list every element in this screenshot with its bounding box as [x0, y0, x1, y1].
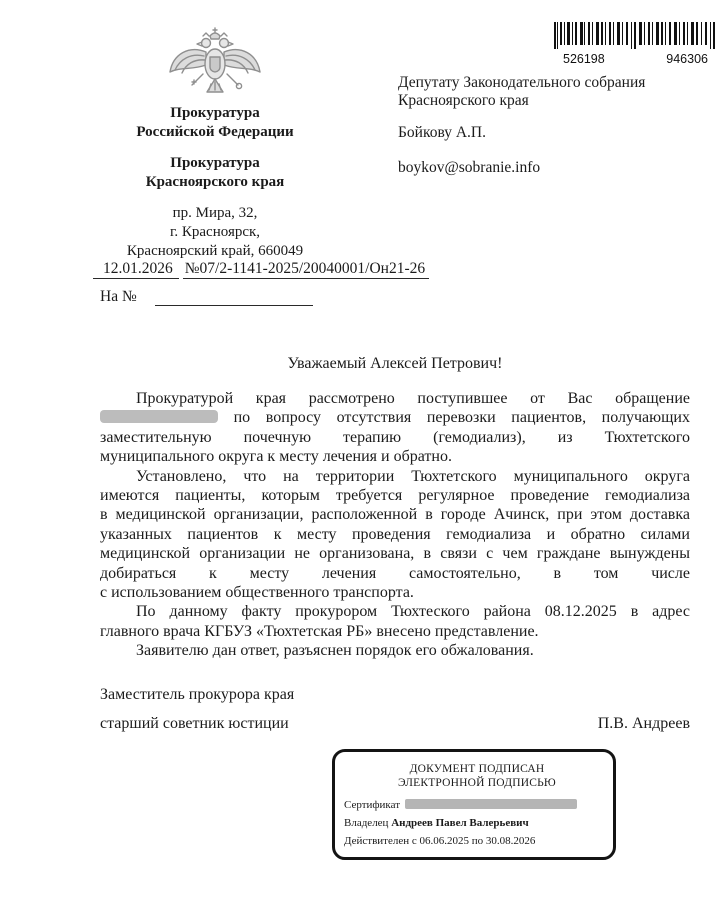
- body-line: заместительную почечную терапию (гемодиализ), из Тюхтетского: [100, 428, 690, 446]
- salutation: Уважаемый Алексей Петрович!: [287, 355, 503, 372]
- certificate-label: Сертификат: [344, 799, 400, 811]
- barcode-digits: [553, 52, 718, 66]
- recipient-title-line1: Депутату Законодательного собрания: [398, 74, 646, 91]
- body-line: по вопросу отсутствия перевозки пациентов, получающих: [100, 408, 690, 427]
- body-line: Заявителю дан ответ, разъяснен порядок его обжалования.: [136, 642, 534, 660]
- stamp-title-line1: ДОКУМЕНТ ПОДПИСАН: [409, 763, 545, 775]
- recipient-title-line2: Красноярского края: [398, 92, 529, 109]
- barcode-bars: [554, 22, 717, 50]
- letter-body: [100, 354, 690, 661]
- reference-line: [93, 260, 453, 278]
- stamp-validity-row: Действителен с 06.06.2025 по 30.08.2026: [344, 835, 536, 847]
- recipient-name: Бойкову А.П.: [398, 124, 486, 141]
- paragraphs: [100, 389, 690, 661]
- body-line: Установлено, что на территории Тюхтетского муниципального округа: [136, 467, 690, 485]
- body-line: медицинской организации не организована, в связи с чем граждане вынуждены: [100, 545, 690, 563]
- body-line: имеются пациенты, которым требуется регулярное проведение гемодиализа: [100, 487, 690, 505]
- body-line: указанных пациентов к месту проведения гемодиализа и обратно силами: [100, 525, 690, 543]
- recipient-email: boykov@sobranie.info: [398, 159, 541, 176]
- owner-name: Андреев Павел Валерьевич: [391, 817, 529, 829]
- org-name-federation-2: Российской Федерации: [136, 124, 294, 140]
- address-line: пр. Мира, 32,: [172, 205, 258, 221]
- org-name-krai-1: Прокуратура: [170, 155, 260, 171]
- certificate-redaction-bar: [405, 799, 577, 809]
- body-line: главного врача КГБУЗ «Тюхтетская РБ» внесено представление.: [100, 622, 539, 640]
- body-line: Прокуратурой края рассмотрено поступившее от Вас обращение: [136, 390, 690, 407]
- signer-role-line1: Заместитель прокурора края: [100, 686, 295, 703]
- stamp-title-line2: ЭЛЕКТРОННОЙ ПОДПИСЬЮ: [398, 777, 556, 789]
- spacer: [95, 142, 335, 154]
- barcode-digits-left: 526198: [563, 52, 605, 66]
- body-line: с использованием общественного транспорта.: [100, 584, 414, 602]
- closing-block: [100, 686, 690, 733]
- letter-date: 12.01.2026: [93, 260, 179, 279]
- signer-name: П.В. Андреев: [597, 715, 690, 732]
- body-line: в медицинской организации, расположенной в городе Ачинск, при этом доставка: [100, 506, 690, 524]
- address-line: Красноярский край, 660049: [126, 243, 304, 259]
- address-line: г. Красноярск,: [169, 224, 261, 240]
- body-line: По данному факту прокурором Тюхтеского района 08.12.2025 в адрес: [136, 603, 690, 621]
- redaction-block: [100, 410, 218, 423]
- reply-to-line: [100, 288, 313, 306]
- letter-number: №07/2-1141-2025/20040001/Он21-26: [183, 260, 429, 279]
- owner-label: Владелец: [344, 817, 389, 829]
- e-signature-stamp: [332, 749, 616, 860]
- body-line: муниципального округа к месту лечения и обратно.: [100, 448, 452, 466]
- letterhead: [95, 26, 335, 261]
- reply-to-blank-field: [155, 291, 313, 306]
- stamp-certificate-row: [344, 799, 610, 812]
- recipient-block: [398, 22, 718, 177]
- org-address: [95, 204, 335, 261]
- org-name-krai-2: Красноярского края: [145, 174, 285, 190]
- stamp-owner-row: [344, 817, 610, 830]
- org-name-federation-1: Прокуратура: [170, 105, 260, 121]
- coat-of-arms-emblem: [163, 26, 267, 100]
- signer-role-line2: старший советник юстиции: [100, 715, 289, 732]
- reply-to-label: На №: [100, 288, 137, 305]
- barcode: [553, 22, 718, 66]
- body-line: добираться к месту лечения самостоятельно, в том числе: [100, 564, 690, 582]
- barcode-digits-right: 946306: [666, 52, 708, 66]
